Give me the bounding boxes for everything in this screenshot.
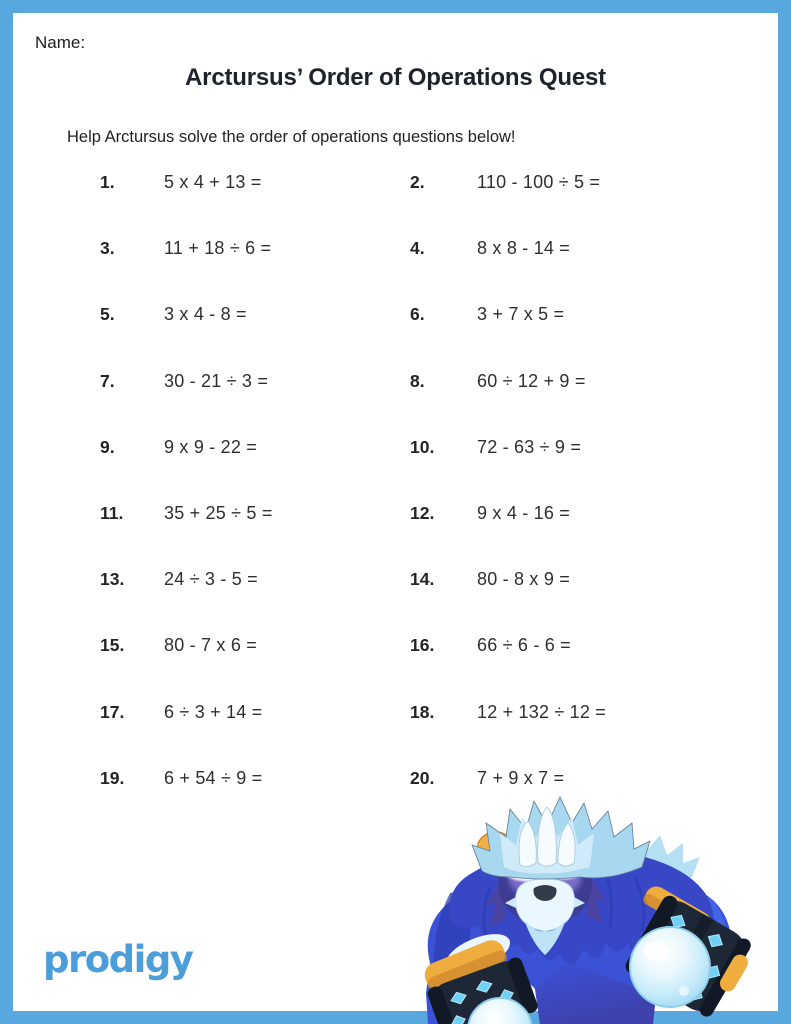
question-item — [100, 702, 410, 768]
question-number: 17. — [100, 701, 125, 722]
question-expression: 24 ÷ 3 - 5 = — [164, 569, 258, 590]
question-expression: 3 + 7 x 5 = — [477, 304, 565, 325]
question-expression: 80 - 8 x 9 = — [477, 569, 570, 590]
question-item — [410, 238, 710, 304]
question-item — [410, 569, 710, 635]
question-number: 14. — [410, 569, 435, 590]
question-item — [410, 503, 710, 569]
question-expression: 9 x 4 - 16 = — [477, 502, 570, 523]
question-number: 3. — [100, 238, 115, 259]
question-item — [100, 304, 410, 370]
question-expression: 35 + 25 ÷ 5 = — [164, 502, 273, 523]
question-number: 13. — [100, 569, 125, 590]
question-expression: 12 + 132 ÷ 12 = — [477, 701, 606, 722]
question-number: 20. — [410, 767, 435, 788]
question-expression: 7 + 9 x 7 = — [477, 767, 565, 788]
worksheet-title: Arctursus’ Order of Operations Quest — [185, 64, 606, 91]
question-number: 8. — [410, 370, 425, 391]
question-item — [100, 768, 410, 834]
question-expression: 6 ÷ 3 + 14 = — [164, 701, 263, 722]
question-number: 9. — [100, 436, 115, 457]
question-number: 18. — [410, 701, 435, 722]
question-expression: 6 + 54 ÷ 9 = — [164, 767, 263, 788]
question-item — [100, 635, 410, 701]
question-item — [100, 503, 410, 569]
question-expression: 110 - 100 ÷ 5 = — [477, 172, 601, 192]
question-number: 6. — [410, 304, 425, 325]
prodigy-logo: prodigy — [43, 938, 193, 981]
question-item — [410, 635, 710, 701]
worksheet-instructions: Help Arctursus solve the order of operations questions below! — [67, 128, 516, 146]
question-number: 5. — [100, 304, 115, 325]
question-number: 4. — [410, 238, 425, 259]
question-item — [100, 437, 410, 503]
questions-grid — [100, 172, 710, 834]
question-expression: 9 x 9 - 22 = — [164, 436, 257, 457]
question-expression: 8 x 8 - 14 = — [477, 238, 570, 259]
question-item — [100, 569, 410, 635]
question-expression: 60 ÷ 12 + 9 = — [477, 370, 586, 391]
question-item — [410, 702, 710, 768]
question-expression: 3 x 4 - 8 = — [164, 304, 247, 325]
question-number: 11. — [100, 502, 124, 523]
question-number: 10. — [410, 436, 435, 457]
question-item — [410, 304, 710, 370]
question-number: 19. — [100, 767, 125, 788]
question-item — [100, 172, 410, 238]
question-number: 15. — [100, 635, 125, 656]
question-number: 2. — [410, 172, 425, 192]
question-item — [100, 238, 410, 304]
question-number: 16. — [410, 635, 435, 656]
question-expression: 30 - 21 ÷ 3 = — [164, 370, 269, 391]
question-item — [100, 371, 410, 437]
question-expression: 66 ÷ 6 - 6 = — [477, 635, 571, 656]
question-number: 12. — [410, 502, 435, 523]
question-item — [410, 172, 710, 238]
question-expression: 5 x 4 + 13 = — [164, 172, 262, 192]
question-number: 1. — [100, 172, 115, 192]
question-item — [410, 768, 710, 834]
question-item — [410, 437, 710, 503]
question-expression: 80 - 7 x 6 = — [164, 635, 257, 656]
question-expression: 11 + 18 ÷ 6 = — [164, 238, 272, 259]
question-item — [410, 371, 710, 437]
name-label: Name: — [35, 33, 86, 52]
question-number: 7. — [100, 370, 115, 391]
question-expression: 72 - 63 ÷ 9 = — [477, 436, 582, 457]
